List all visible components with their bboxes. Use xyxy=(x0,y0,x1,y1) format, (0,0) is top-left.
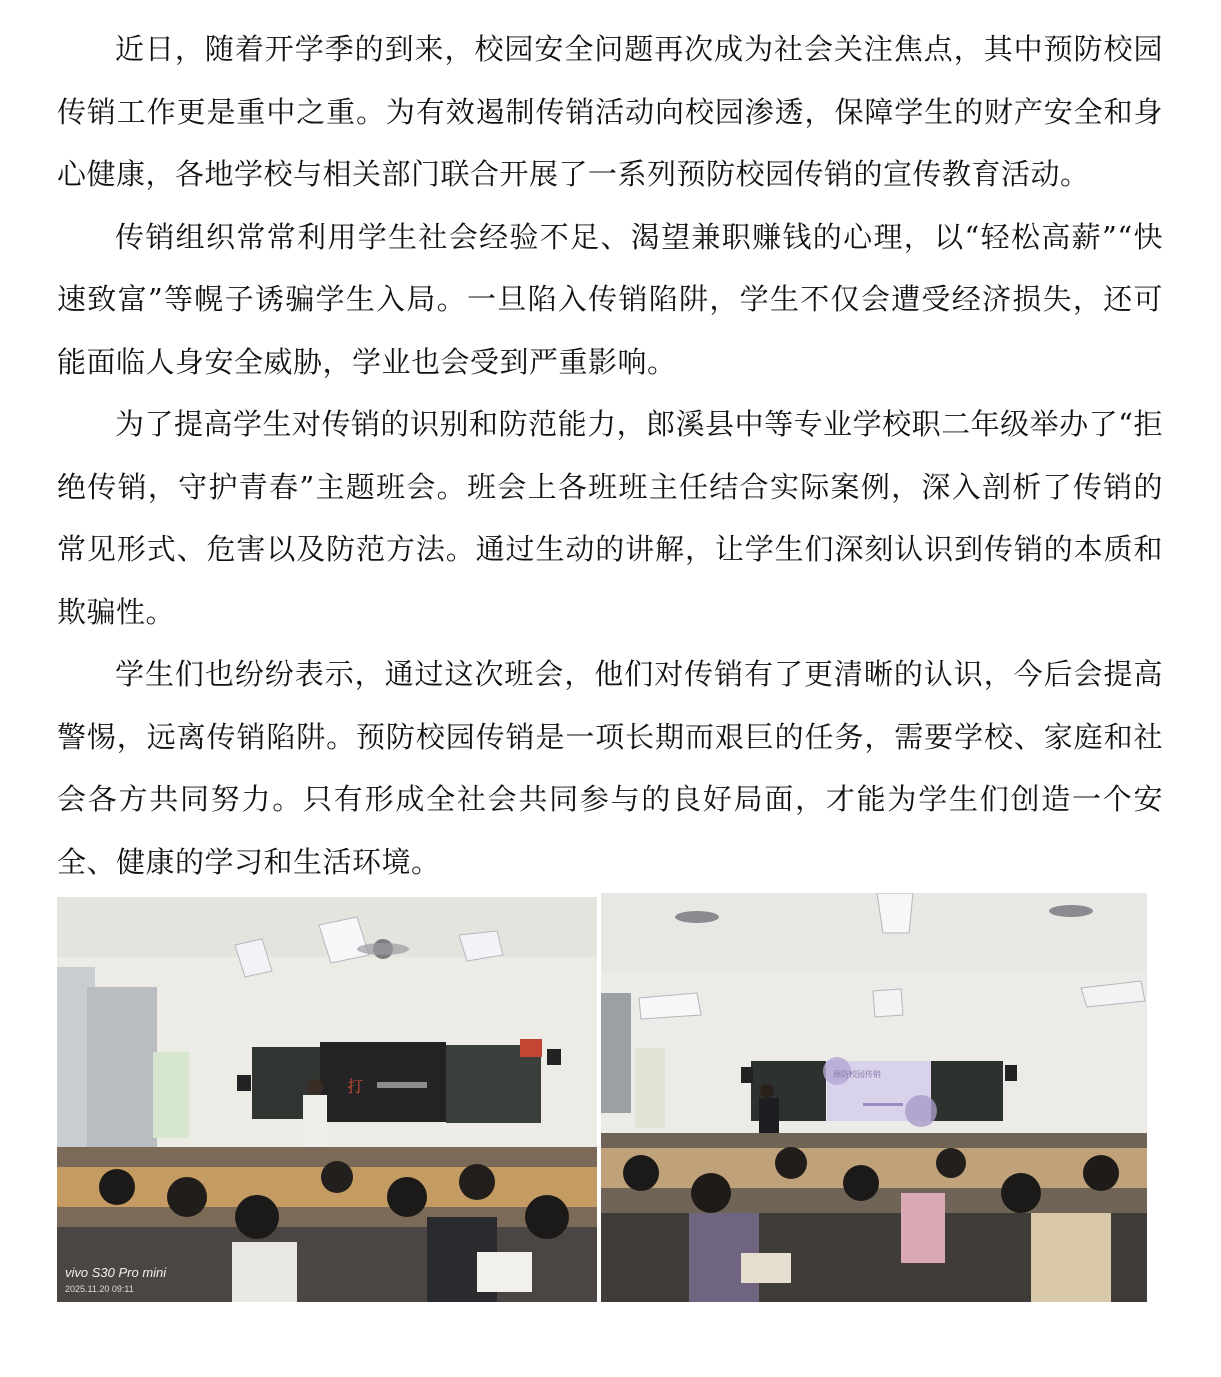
svg-text:打: 打 xyxy=(347,1077,364,1096)
paragraph-4: 学生们也纷纷表示，通过这次班会，他们对传销有了更清晰的认识，今后会提高警惕，远离传销陷阱。预防校园传销是一项长期而艰巨的任务，需要学校、家庭和社会各方共同努力。只有形成全社会共同参与的良好局面，才能为学生们创造一个安全、健康的学习和生活环境。 xyxy=(57,657,1163,879)
paragraph-3: 为了提高学生对传销的识别和防范能力，郎溪县中等专业学校职二年级举办了“拒绝传销，守护青春”主题班会。班会上各班班主任结合实际案例，深入剖析了传销的常见形式、危害以及防范方法。通过生动的讲解，让学生们深刻认识到传销的本质和欺骗性。 xyxy=(57,407,1163,629)
classroom-photo-left xyxy=(57,897,597,1302)
photo-timestamp: 2025.11.20 09:11 xyxy=(65,1284,134,1294)
classroom-scene-right xyxy=(601,893,1147,1302)
article-body xyxy=(57,18,1163,893)
camera-watermark: vivo S30 Pro mini xyxy=(65,1265,167,1280)
paragraph-1: 近日，随着开学季的到来，校园安全问题再次成为社会关注焦点，其中预防校园传销工作更是重中之重。为有效遏制传销活动向校园渗透，保障学生的财产安全和身心健康，各地学校与相关部门联合开展了一系列预防校园传销的宣传教育活动。 xyxy=(57,32,1163,191)
photo-row xyxy=(57,893,1147,1302)
classroom-scene-left xyxy=(57,897,597,1302)
slide-title: 预防校园传销 xyxy=(833,1070,881,1079)
classroom-photo-right xyxy=(601,893,1147,1302)
paragraph-2: 传销组织常常利用学生社会经验不足、渴望兼职赚钱的心理，以“轻松高薪”“快速致富”等幌子诱骗学生入局。一旦陷入传销陷阱，学生不仅会遭受经济损失，还可能面临人身安全威胁，学业也会受到严重影响。 xyxy=(57,219,1163,379)
